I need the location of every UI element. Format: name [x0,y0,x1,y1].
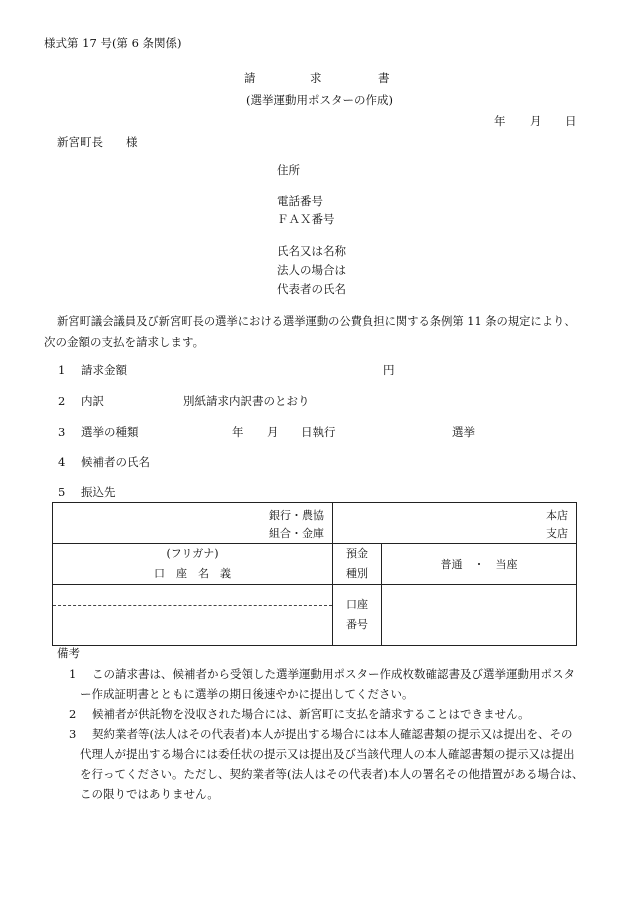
account-number-value-cell [382,585,577,646]
note-3-line-1: 契約業者等(法人はその代表者)本人が提出する場合には本人確認書類の提示又は提出を、その [92,727,573,741]
account-name-value-cell [53,585,333,646]
account-name-label: 口 座 名 義 [154,567,231,580]
account-number-label-2: 番号 [346,618,368,631]
item-3-year: 年 [232,425,244,439]
applicant-corp-label-1: 法人の場合は [277,263,346,277]
note-3-number: 3 [69,727,77,741]
note-3-line-4: この限りではありません。 [80,787,219,801]
applicant-address-label: 住所 [277,163,300,177]
item-3-label: 選挙の種類 [81,425,139,439]
item-3-number: 3 [58,425,66,439]
item-5-number: 5 [58,485,66,499]
item-5-label: 振込先 [81,485,116,499]
note-1-line-1: この請求書は、候補者から受領した選挙運動用ポスター作成枚数確認書及び選挙運動用ポスタ [92,667,575,681]
applicant-fax-label: ＦＡＸ番号 [277,212,335,226]
item-2-label: 内訳 [81,394,104,408]
body-text-line-2: 次の金額の支払を請求します。 [44,335,205,349]
furigana-divider [53,605,332,606]
deposit-type-options: 普通 ・ 当座 [440,557,518,571]
note-3-line-2: 代理人が提出する場合には委任状の提示又は提出及び当該代理人の本人確認書類の提示又は提出 [80,747,575,761]
form-number: 様式第 17 号(第 6 条関係) [44,36,182,50]
bank-type-label-2: 組合・金庫 [269,527,324,540]
title-char-1: 請 [244,71,256,85]
furigana-label: (フリガナ) [166,547,219,560]
item-1-label: 請求金額 [81,363,127,377]
date-year: 年 [494,114,506,128]
item-4-label: 候補者の氏名 [81,455,150,469]
deposit-type-label-2: 種別 [346,567,368,580]
note-1-number: 1 [69,667,77,681]
account-name-header-cell [53,544,333,585]
addressee: 新宮町長 様 [57,135,138,149]
item-1-unit: 円 [383,363,395,377]
note-2-line-1: 候補者が供託物を没収された場合には、新宮町に支払を請求することはできません。 [92,707,530,721]
item-1-number: 1 [58,363,66,377]
branch-label-2: 支店 [546,527,568,540]
date-month: 月 [530,114,542,128]
note-1-line-2: ー作成証明書とともに選挙の期日後速やかに提出してください。 [80,687,414,701]
branch-cell [333,503,577,544]
bank-name-cell [53,503,333,544]
account-number-label-cell [333,585,382,646]
applicant-corp-label-2: 代表者の氏名 [277,282,346,296]
branch-label-1: 本店 [546,509,568,522]
deposit-type-label-cell [333,544,382,585]
note-3-line-3: を行ってください。ただし、契約業者等(法人はその代表者)本人の署名その他措置がある場合は、 [80,767,584,781]
item-3-day: 日執行 [301,425,336,439]
date-day: 日 [565,114,577,128]
item-2-value: 別紙請求内訳書のとおり [183,394,310,408]
account-number-label-1: 口座 [346,598,368,611]
bank-transfer-table [52,502,577,646]
bank-type-label-1: 銀行・農協 [269,509,324,522]
title-char-2: 求 [310,71,322,85]
applicant-name-label: 氏名又は名称 [277,244,346,258]
document-subtitle: (選挙運動用ポスターの作成) [246,93,393,107]
deposit-type-label-1: 預金 [346,547,368,560]
item-2-number: 2 [58,394,66,408]
notes-heading: 備考 [57,646,80,660]
applicant-phone-label: 電話番号 [277,194,323,208]
deposit-type-options-cell [382,544,577,585]
body-text-line-1: 新宮町議会議員及び新宮町長の選挙における選挙運動の公費負担に関する条例第 11 条の規定により、 [57,315,576,328]
item-3-month: 月 [267,425,279,439]
item-3-election: 選挙 [452,425,475,439]
title-char-3: 書 [378,71,390,85]
note-2-number: 2 [69,707,77,721]
item-4-number: 4 [58,455,66,469]
